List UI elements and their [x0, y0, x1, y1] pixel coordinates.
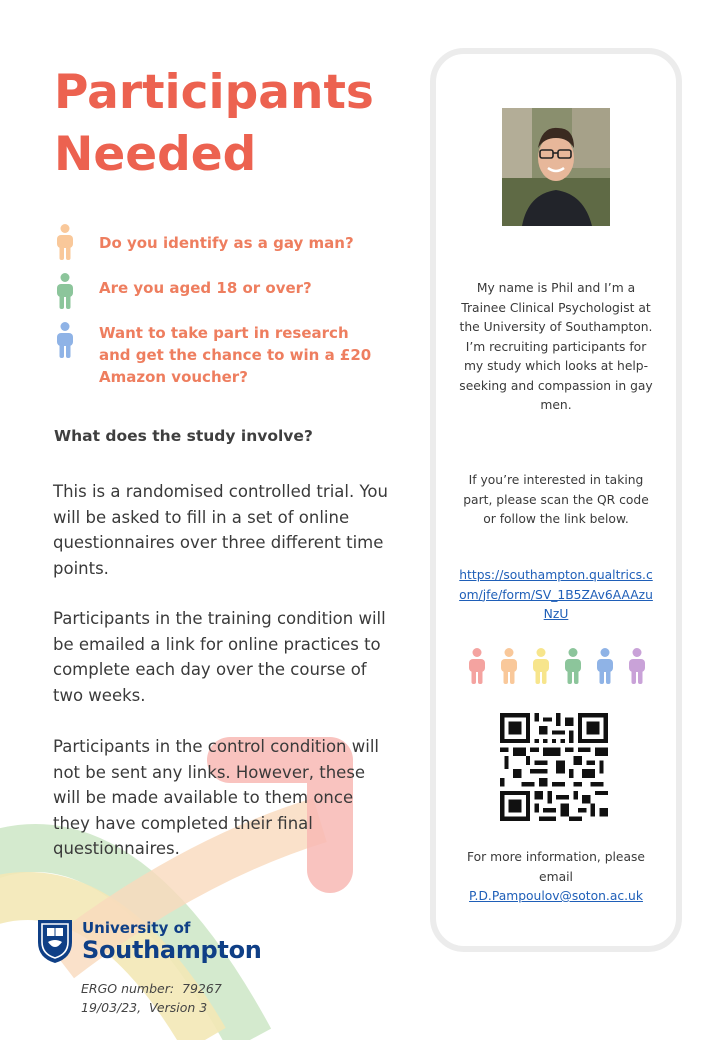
person-icon: [466, 648, 488, 684]
ergo-number: ERGO number: 79267: [81, 981, 222, 996]
contact-email[interactable]: P.D.Pampoulov@soton.ac.uk: [469, 889, 643, 903]
rainbow-people-row: [466, 648, 648, 684]
ergo-info: [81, 979, 222, 1017]
question-text: Are you aged 18 or over?: [99, 279, 312, 297]
title-line-1: Participants: [54, 65, 374, 120]
study-paragraph-3: Participants in the control condition will not be sent any links. However, these will be made available to them once they have completed their final questionnaires.: [53, 737, 379, 858]
person-icon: [498, 648, 520, 684]
university-crest-icon: [36, 918, 74, 964]
question-text: Want to take part in research and get the chance to win a £20 Amazon voucher?: [99, 324, 372, 386]
person-icon: [594, 648, 616, 684]
researcher-photo: [502, 108, 610, 226]
interest-text: If you’re interested in taking part, please scan the QR code or follow the link below.: [463, 473, 649, 526]
question-item: [54, 273, 389, 309]
person-icon: [54, 322, 76, 358]
university-logo: [36, 918, 262, 964]
person-icon: [562, 648, 584, 684]
more-info-label: For more information, please email: [467, 850, 645, 884]
question-item: [54, 322, 379, 388]
question-text: Do you identify as a gay man?: [99, 234, 354, 252]
person-icon: [54, 224, 76, 260]
study-link[interactable]: https://southampton.qualtrics.com/jfe/form/SV_1B5ZAv6AAAzuNzU: [459, 568, 653, 621]
person-icon: [530, 648, 552, 684]
study-paragraph-1: This is a randomised controlled trial. You will be asked to fill in a set of online questionnaires over three different time points.: [53, 482, 388, 578]
person-icon: [54, 273, 76, 309]
logo-line-2: Southampton: [82, 936, 262, 964]
page-title: [54, 62, 374, 186]
study-heading: What does the study involve?: [54, 427, 313, 445]
contact-text: [458, 848, 654, 907]
logo-line-1: University of: [82, 919, 191, 937]
question-item: [54, 224, 389, 260]
study-paragraph-2: Participants in the training condition will be emailed a link for online practices to complete each day over the course of two weeks.: [53, 609, 386, 705]
title-line-2: Needed: [54, 127, 257, 182]
person-icon: [626, 648, 648, 684]
ergo-version: 19/03/23, Version 3: [81, 1000, 208, 1015]
researcher-intro: My name is Phil and I’m a Trainee Clinical Psychologist at the University of Southampton. I’m recruiting participants for my study which looks at help-seeking and compassion in gay men.: [459, 281, 653, 412]
qr-code[interactable]: [500, 713, 608, 821]
